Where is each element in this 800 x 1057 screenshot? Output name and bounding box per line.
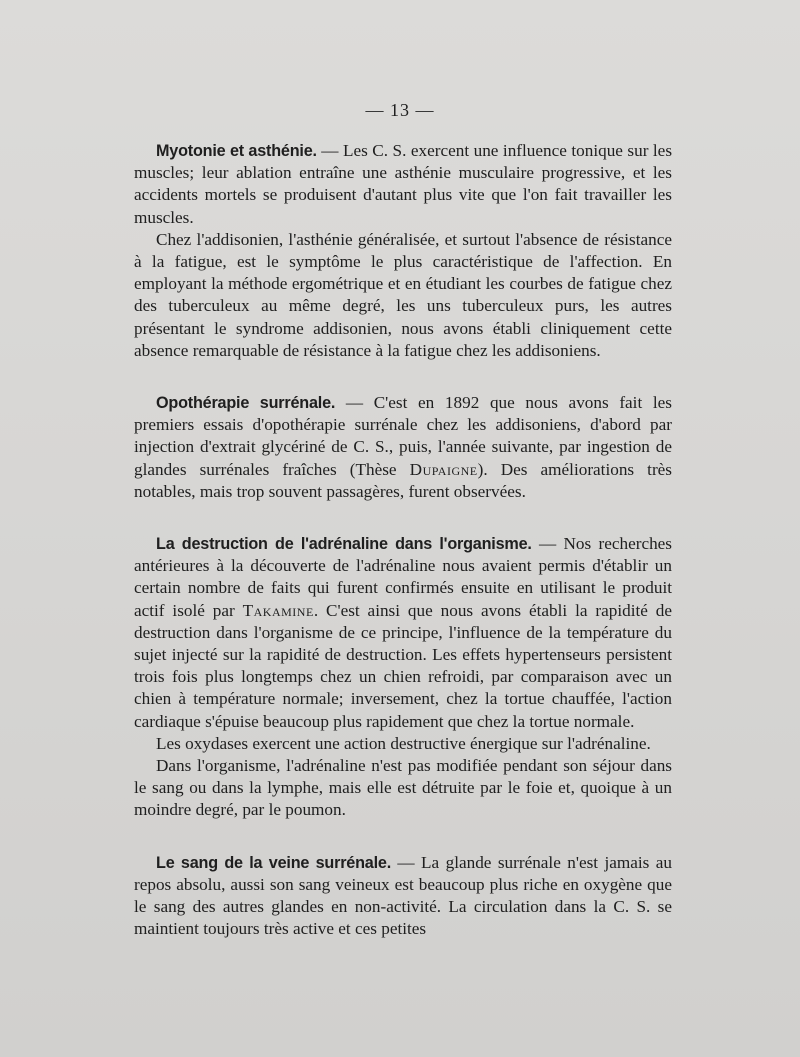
section-myotonie: [134, 140, 672, 362]
section-destruction-adrenaline: [134, 533, 672, 822]
page-number: — 13 —: [365, 100, 435, 120]
paragraph-text: — C'est en 1892 que nous avons fait les premiers essais d'opothérapie surrénale chez les addisoniens, d'abord par injection d'extrait glycériné de C. S., puis, l'année suivante, par ingestion de glandes surrénales fraîches (Thèse: [134, 393, 672, 479]
section-heading: Myotonie et asthénie.: [156, 142, 317, 160]
paragraph: [134, 533, 672, 733]
paragraph: [134, 852, 672, 941]
paragraph: [134, 229, 672, 362]
author-name: Dupaigne: [409, 459, 478, 479]
paragraph-text: ). Des améliorations très notables, mais trop souvent passagères, furent observées.: [134, 459, 672, 501]
body-text: [134, 140, 672, 941]
section-heading: Le sang de la veine surrénale.: [156, 853, 391, 872]
paragraph-text: — La glande surrénale n'est jamais au repos absolu, aussi son sang veineux est beaucoup plus riche en oxygène que le sang des autres glandes en non-activité. La circulation dans la C. S. se maintient toujours très active et ces petites: [134, 852, 673, 939]
paragraph: [134, 755, 672, 822]
paragraph-text: Dans l'organisme, l'adrénaline n'est pas modifiée pendant son séjour dans le sang ou dans la lymphe, mais elle est détruite par le foie et, quoique à un moindre degré, par le poumon.: [134, 756, 672, 820]
paragraph-text: — Nos recherches antérieures à la découverte de l'adrénaline nous avaient permis d'établir un certain nombre de faits qui furent confirmés ensuite en utilisant le produit actif isolé par: [134, 534, 672, 620]
paragraph-text: . C'est ainsi que nous avons établi la rapidité de destruction dans l'organisme de ce principe, l'influence de la température du sujet injecté sur la rapidité de destruction. Les effets hypertenseurs persistent trois fois plus longtemps chez un chien refroidi, par comparaison avec un chien à température normale; inversement, chez la tortue chauffée, l'action cardiaque s'épuise beaucoup plus rapidement que chez la tortue normale.: [134, 600, 672, 731]
paragraph: [134, 733, 672, 755]
paragraph-text: Les oxydases exercent une action destructive énergique sur l'adrénaline.: [156, 733, 651, 753]
paragraph: [134, 392, 672, 503]
paragraph: [134, 140, 672, 229]
section-heading: Opothérapie surrénale.: [156, 394, 336, 413]
section-heading: La destruction de l'adrénaline dans l'organisme.: [156, 535, 532, 554]
author-name: Takamine: [242, 600, 314, 620]
section-opotherapie: [134, 392, 672, 503]
paragraph-text: Chez l'addisonien, l'asthénie généralisée, et surtout l'absence de résistance à la fatigue, est le symptôme le plus caractéristique de l'affection. En employant la méthode ergométrique et en étudiant les courbes de fatigue chez des tuberculeux au même degré, les uns tuberculeux purs, les autres présentant le syndrome addisonien, nous avons établi cliniquement cette absence remarquable de résistance à la fatigue chez les addisoniens.: [134, 229, 672, 360]
paragraph-text: — Les C. S. exercent une influence tonique sur les muscles; leur ablation entraîne une asthénie musculaire progressive, et les accidents mortels se produisent d'autant plus vite que l'on fait travailler les muscles.: [134, 141, 673, 227]
section-sang-veine-surrenale: [134, 852, 672, 941]
